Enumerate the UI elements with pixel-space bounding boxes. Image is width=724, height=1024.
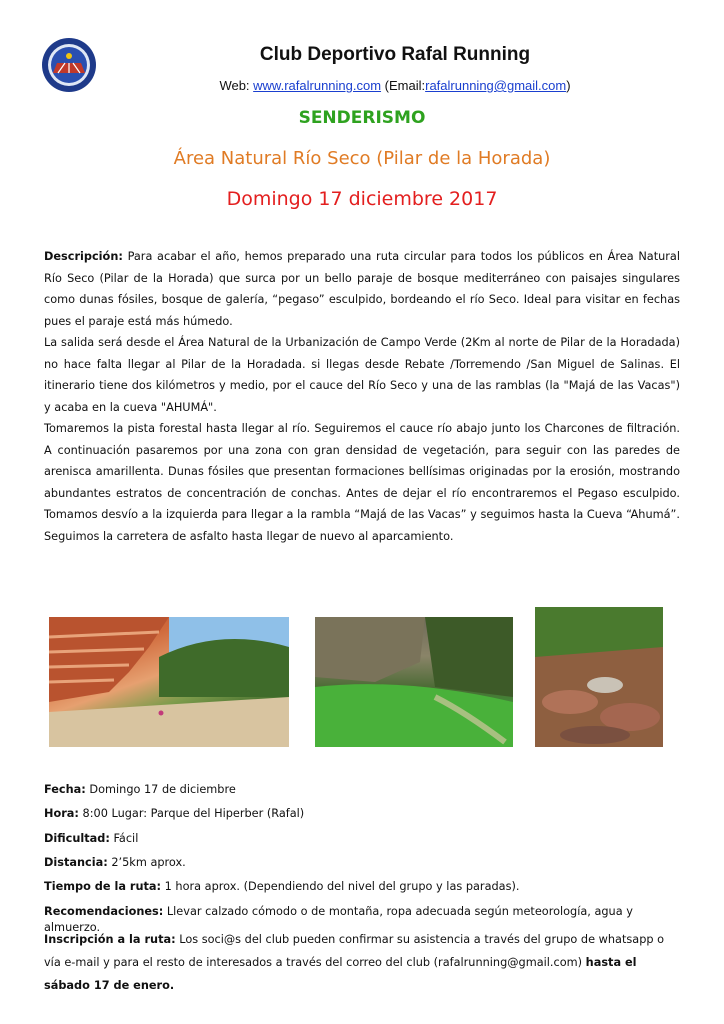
description-text-1: Para acabar el año, hemos preparado una ruta circular para todos los públicos en Área Natural Río Seco (Pilar de la Horada) que surca por un bello paraje de bosque mediterráneo con paisajes singulares como dunas fósiles, bosque de galería, “pegaso” esculpido, bordeando el río Seco. Ideal para visitar en fechas pues el paraje está más húmedo.: [44, 250, 680, 328]
hora-label: Hora:: [44, 807, 79, 820]
email-prefix: (Email:: [384, 78, 426, 93]
info-dificultad: [44, 831, 680, 847]
inscripcion-deadline: hasta el sábado 17 de enero.: [44, 956, 637, 992]
inscripcion-value: Los soci@s del club pueden confirmar su asistencia a través del grupo de whatsapp o vía e-mail y para el resto de interesados a través del correo del club (rafalrunning@gmail.com): [44, 933, 665, 969]
email-suffix: ): [566, 78, 571, 93]
fecha-value: Domingo 17 de diciembre: [85, 783, 236, 796]
inscripcion-label: Inscripción a la ruta:: [44, 933, 176, 946]
info-distancia: [44, 855, 680, 871]
tiempo-value: 1 hora aprox. (Dependiendo del nivel del grupo y las paradas).: [161, 880, 520, 893]
description-paragraph-1: [44, 246, 680, 332]
description: [44, 246, 680, 547]
hora-value: 8:00 Lugar: Parque del Hiperber (Rafal): [78, 807, 305, 820]
distancia-value: 2’5km aprox.: [107, 856, 186, 869]
email-link[interactable]: rafalrunning@gmail.com: [425, 78, 567, 93]
info-inscripcion: [44, 928, 680, 997]
photo-canyon: [49, 617, 289, 747]
dificultad-value: Fácil: [109, 832, 139, 845]
tiempo-label: Tiempo de la ruta:: [44, 880, 162, 893]
info-fecha: [44, 782, 680, 798]
web-link[interactable]: www.rafalrunning.com: [253, 78, 382, 93]
place-title: Área Natural Río Seco (Pilar de la Horada): [173, 148, 551, 169]
description-paragraph-3: Tomaremos la pista forestal hasta llegar al río. Seguiremos el cauce río abajo junto los Charcones de filtración. A continuación pasaremos por una zona con gran densidad de vegetación, para seguir con las paredes de arenisca amarillenta. Dunas fósiles que presentan formaciones bellísimas originadas por la erosión, mostrando abundantes estratos de concentración de conchas. Antes de dejar el río encontraremos el Pegaso esculpido. Tomamos desvío a la izquierda para llegar a la rambla “Majá de las Vacas” y seguimos hasta la Cueva “Ahumá”. Seguimos la carretera de asfalto hasta llegar de nuevo al aparcamiento.: [44, 422, 680, 543]
info-tiempo: [44, 879, 680, 895]
club-title: Club Deportivo Rafal Running: [259, 44, 531, 65]
web-label: Web:: [219, 78, 254, 93]
photo-rock-path: [315, 617, 513, 747]
distancia-label: Distancia:: [44, 856, 108, 869]
description-label: Descripción:: [44, 250, 123, 263]
web-line: [0, 78, 724, 93]
photo-riverbed: [535, 607, 663, 747]
recomendaciones-value: Llevar calzado cómodo o de montaña, ropa adecuada según meteorología, agua y almuerzo.: [44, 905, 633, 934]
activity-title: SENDERISMO: [298, 108, 426, 128]
recomendaciones-label: Recomendaciones:: [44, 905, 164, 918]
fecha-label: Fecha:: [44, 783, 86, 796]
description-paragraph-2: La salida será desde el Área Natural de la Urbanización de Campo Verde (2Km al norte de Pilar de la Horadada) no hace falta llegar al Pilar de la Horadada. si llegas desde Rebate /Torremendo /San Miguel de Salinas. El itinerario tiene dos kilómetros y medio, por el cauce del Río Seco y una de las ramblas (la "Majá de las Vacas") y acaba en la cueva "AHUMÁ".: [44, 336, 680, 414]
info-hora: [44, 806, 680, 822]
dificultad-label: Dificultad:: [44, 832, 110, 845]
date-title: Domingo 17 diciembre 2017: [226, 188, 498, 210]
